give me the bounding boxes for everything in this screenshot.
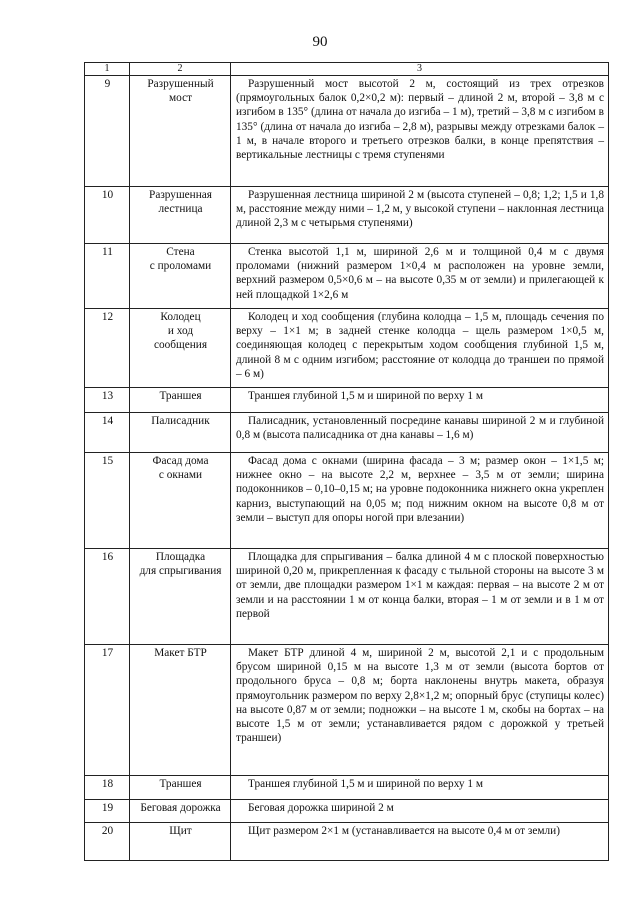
row-number: 19 xyxy=(85,800,130,823)
obstacle-description: Площадка для спрыгивания – балка длиной 4 м с плоской поверхностью шириной 0,20 м, прикрепленная к фасаду с тыльной стороны на высоте 3 м от земли, две площадки размером 1×1 м каждая: первая – на высоте 2 м от земли и на расстоянии 1 м от конца балки, вторая – 1 м от земли и в 1 м от первой xyxy=(231,549,609,645)
table-row xyxy=(85,413,609,453)
obstacle-name: Стена с проломами xyxy=(149,246,212,273)
table-header-row xyxy=(85,63,609,76)
obstacle-name: Фасад дома с окнами xyxy=(152,455,209,482)
row-number: 13 xyxy=(85,388,130,413)
obstacle-name: Палисадник xyxy=(151,415,210,427)
table-row xyxy=(85,776,609,800)
table-row xyxy=(85,453,609,549)
obstacle-name: Колодец и ход сообщения xyxy=(153,311,208,352)
page-number: 90 xyxy=(312,34,328,50)
obstacle-description: Траншея глубиной 1,5 м и шириной по верху 1 м xyxy=(231,388,609,413)
obstacle-description: Стенка высотой 1,1 м, шириной 2,6 м и толщиной 0,4 м с двумя проломами (нижний размером 1×0,4 м расположен на уровне земли, верхний размером 0,5×0,6 м – на высоте 0,35 м от земли) и прилегающей к ней площадкой 1×2,6 м xyxy=(231,244,609,309)
row-number: 17 xyxy=(85,645,130,776)
table-row xyxy=(85,187,609,244)
table-row xyxy=(85,800,609,823)
obstacle-name-cell xyxy=(130,453,231,549)
row-number: 16 xyxy=(85,549,130,645)
row-number: 14 xyxy=(85,413,130,453)
obstacle-name: Макет БТР xyxy=(154,647,207,659)
obstacle-name-cell xyxy=(130,549,231,645)
obstacle-name: Беговая дорожка xyxy=(140,802,221,814)
obstacle-name-cell xyxy=(130,776,231,800)
obstacle-name-cell xyxy=(130,76,231,187)
row-number: 20 xyxy=(85,823,130,861)
row-number: 15 xyxy=(85,453,130,549)
table-row xyxy=(85,549,609,645)
obstacle-name-cell xyxy=(130,187,231,244)
obstacle-name-cell xyxy=(130,645,231,776)
obstacle-table xyxy=(84,62,609,861)
obstacle-description: Щит размером 2×1 м (устанавливается на высоте 0,4 м от земли) xyxy=(231,823,609,861)
obstacle-name-cell xyxy=(130,388,231,413)
table-row xyxy=(85,309,609,388)
row-number: 10 xyxy=(85,187,130,244)
obstacle-name-cell xyxy=(130,309,231,388)
row-number: 11 xyxy=(85,244,130,309)
obstacle-description: Беговая дорожка шириной 2 м xyxy=(231,800,609,823)
table-row xyxy=(85,76,609,187)
table-row xyxy=(85,388,609,413)
obstacle-name: Траншея xyxy=(159,778,202,790)
obstacle-name: Разрушенный мост xyxy=(147,78,214,105)
obstacle-name: Площадка для спрыгивания xyxy=(139,551,222,578)
obstacle-name-cell xyxy=(130,823,231,861)
column-header: 1 xyxy=(85,63,130,76)
table-row xyxy=(85,645,609,776)
obstacle-description: Палисадник, установленный посредине канавы шириной 2 м и глубиной 0,8 м (высота палисадника от дна канавы – 1,6 м) xyxy=(231,413,609,453)
obstacle-name-cell xyxy=(130,244,231,309)
obstacle-description: Фасад дома с окнами (ширина фасада – 3 м; размер окон – 1×1,5 м; нижнее окно – на высоте 2,2 м, верхнее – 3,5 м от земли; ширина подоконников – 0,10–0,15 м; на уровне подоконника нижнего окна укреплен карниз, выступающий на 0,05 м; под нижним окном на высоте 0,8 м от земли – выступ для опоры ногой при влезании) xyxy=(231,453,609,549)
obstacle-description: Траншея глубиной 1,5 м и шириной по верху 1 м xyxy=(231,776,609,800)
table-row xyxy=(85,244,609,309)
column-header: 3 xyxy=(231,63,609,76)
obstacle-name: Разрушенная лестница xyxy=(149,189,212,216)
obstacle-description: Колодец и ход сообщения (глубина колодца – 1,5 м, площадь сечения по верху – 1×1 м; в задней стенке колодца – щель размером 1×0,5 м, соединяющая колодец с перекрытым ходом сообщения глубиной 1,5 м, длиной 8 м с одним изгибом; расстояние от колодца до траншеи по прямой – 6 м) xyxy=(231,309,609,388)
row-number: 18 xyxy=(85,776,130,800)
obstacle-name: Щит xyxy=(169,825,192,837)
obstacle-description: Разрушенный мост высотой 2 м, состоящий из трех отрезков (прямоугольных балок 0,2×0,2 м): первый – длиной 2 м, второй – 3,8 м с изгибом в 135° (длина от начала до изгиба – 1 м), третий – 3,8 м с изгибом в 135° (длина от начала до изгиба – 2,8 м), разрывы между отрезками балок – 1 м, в начале второго и третьего отрезков балки, в конце препятствия – вертикальные лестницы с тремя ступенями xyxy=(231,76,609,187)
row-number: 9 xyxy=(85,76,130,187)
obstacle-name-cell xyxy=(130,413,231,453)
column-header: 2 xyxy=(130,63,231,76)
obstacle-name: Траншея xyxy=(159,390,202,402)
obstacle-description: Разрушенная лестница шириной 2 м (высота ступеней – 0,8; 1,2; 1,5 и 1,8 м, расстояние между ними – 1,2 м, у высокой ступени – наклонная лестница длиной 2,3 м с четырьмя ступенями) xyxy=(231,187,609,244)
obstacle-name-cell xyxy=(130,800,231,823)
row-number: 12 xyxy=(85,309,130,388)
obstacle-description: Макет БТР длиной 4 м, шириной 2 м, высотой 2,1 и с продольным брусом шириной 0,15 м на высоте 1,3 м от земли (высота бортов от продольного бруса – 0,8 м; борта наклонены внутрь макета, образуя прямоугольник размером по верху 2,8×1,2 м; опорный брус (ступицы колес) на высоте 0,87 м от земли; подножки – на высоте 1 м, скобы на бортах – на высоте 1,5 м от земли; устанавливается рядом с дорожкой у третьей траншеи) xyxy=(231,645,609,776)
table-row xyxy=(85,823,609,861)
